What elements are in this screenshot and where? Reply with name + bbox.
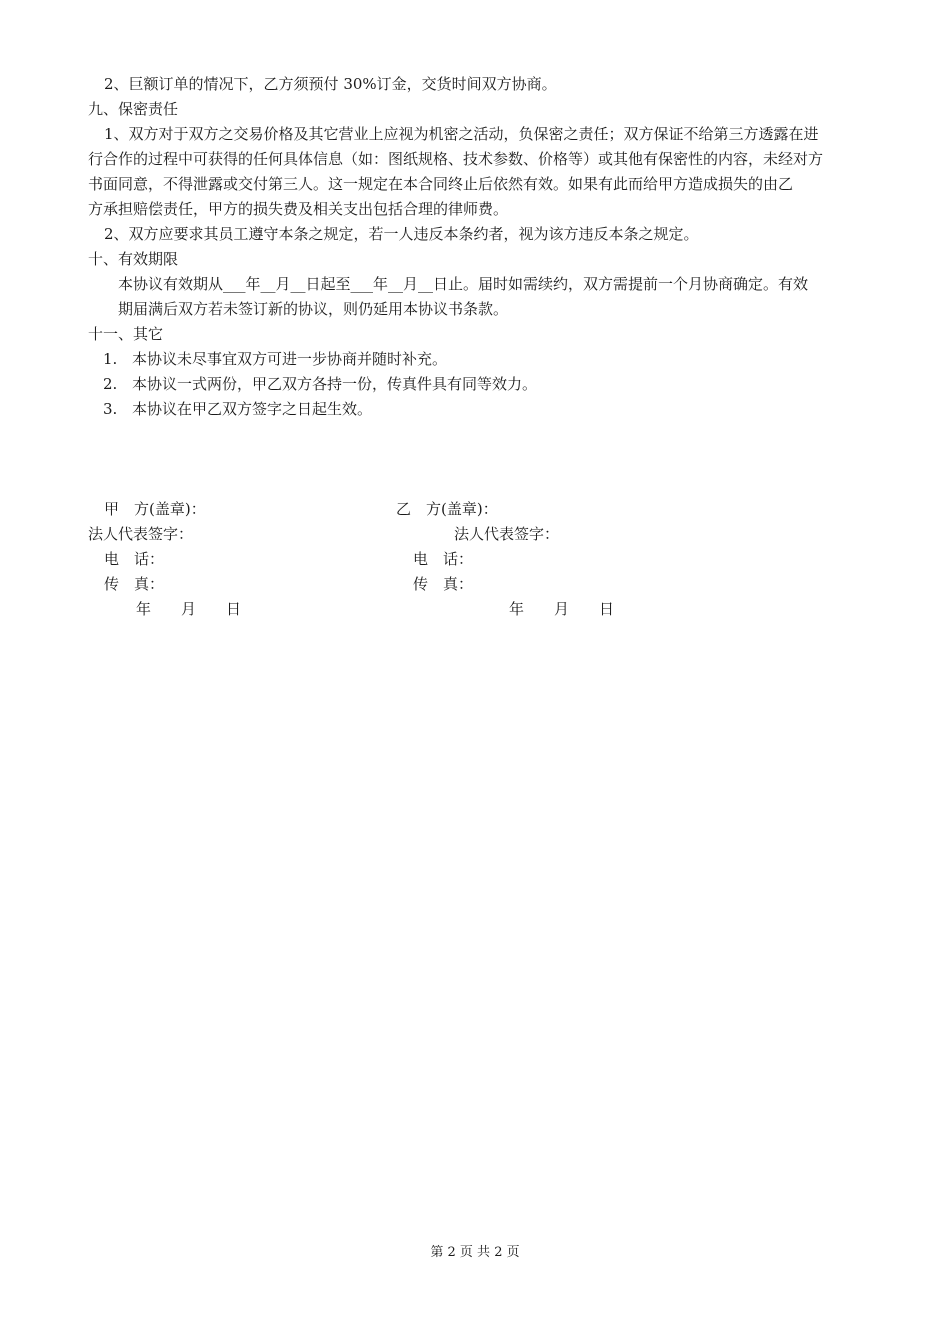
party-a-seal-label: 甲 方(盖章)： [104,500,206,518]
section-9-heading: 九、保密责任 [88,100,179,118]
party-a-fax-label: 传 真： [104,575,165,593]
section-11-heading: 十一、其它 [88,325,164,343]
party-b-fax-label: 传 真： [413,575,474,593]
clause-9-item-1-line-4: 方承担赔偿责任，甲方的损失费及相关支出包括合理的律师费。 [88,200,509,218]
party-b-phone-label: 电 话： [413,550,474,568]
party-a-date: 年 月 日 [136,600,242,618]
clause-11-item-3-text: 本协议在甲乙双方签字之日起生效。 [132,400,373,418]
clause-9-item-1-line-2: 行合作的过程中可获得的任何具体信息（如：图纸规格、技术参数、价格等）或其他有保密性的内容，未经对方 [88,150,824,168]
page-footer: 第 2 页 共 2 页 [430,1245,520,1260]
party-b-representative-label: 法人代表签字： [454,525,560,543]
party-b-seal-label: 乙 方(盖章)： [396,500,498,518]
clause-10-line-1: 本协议有效期从___年__月__日起至___年__月__日止。届时如需续约，双方需提前一个月协商确定。有效 [118,275,809,293]
clause-8-item-2: 2、巨额订单的情况下，乙方须预付 30%订金，交货时间双方协商。 [104,75,557,93]
clause-9-item-2: 2、双方应要求其员工遵守本条之规定，若一人违反本条约者，视为该方违反本条之规定。 [104,225,699,243]
clause-11-item-1-number: 1. [103,350,118,368]
party-b-date: 年 月 日 [509,600,615,618]
clause-9-item-1-line-1: 1、双方对于双方之交易价格及其它营业上应视为机密之活动，负保密之责任；双方保证不给第三方透露在进 [104,125,819,143]
clause-11-item-2-number: 2. [103,375,118,393]
clause-10-line-2: 期届满后双方若未签订新的协议，则仍延用本协议书条款。 [118,300,509,318]
clause-11-item-3-number: 3. [103,400,118,418]
party-a-phone-label: 电 话： [104,550,165,568]
clause-9-item-1-line-3: 书面同意，不得泄露或交付第三人。这一规定在本合同终止后依然有效。如果有此而给甲方造成损失的由乙 [88,175,794,193]
party-a-representative-label: 法人代表签字： [88,525,194,543]
section-10-heading: 十、有效期限 [88,250,179,268]
clause-11-item-1-text: 本协议未尽事宜双方可进一步协商并随时补充。 [132,350,448,368]
clause-11-item-2-text: 本协议一式两份，甲乙双方各持一份，传真件具有同等效力。 [132,375,538,393]
